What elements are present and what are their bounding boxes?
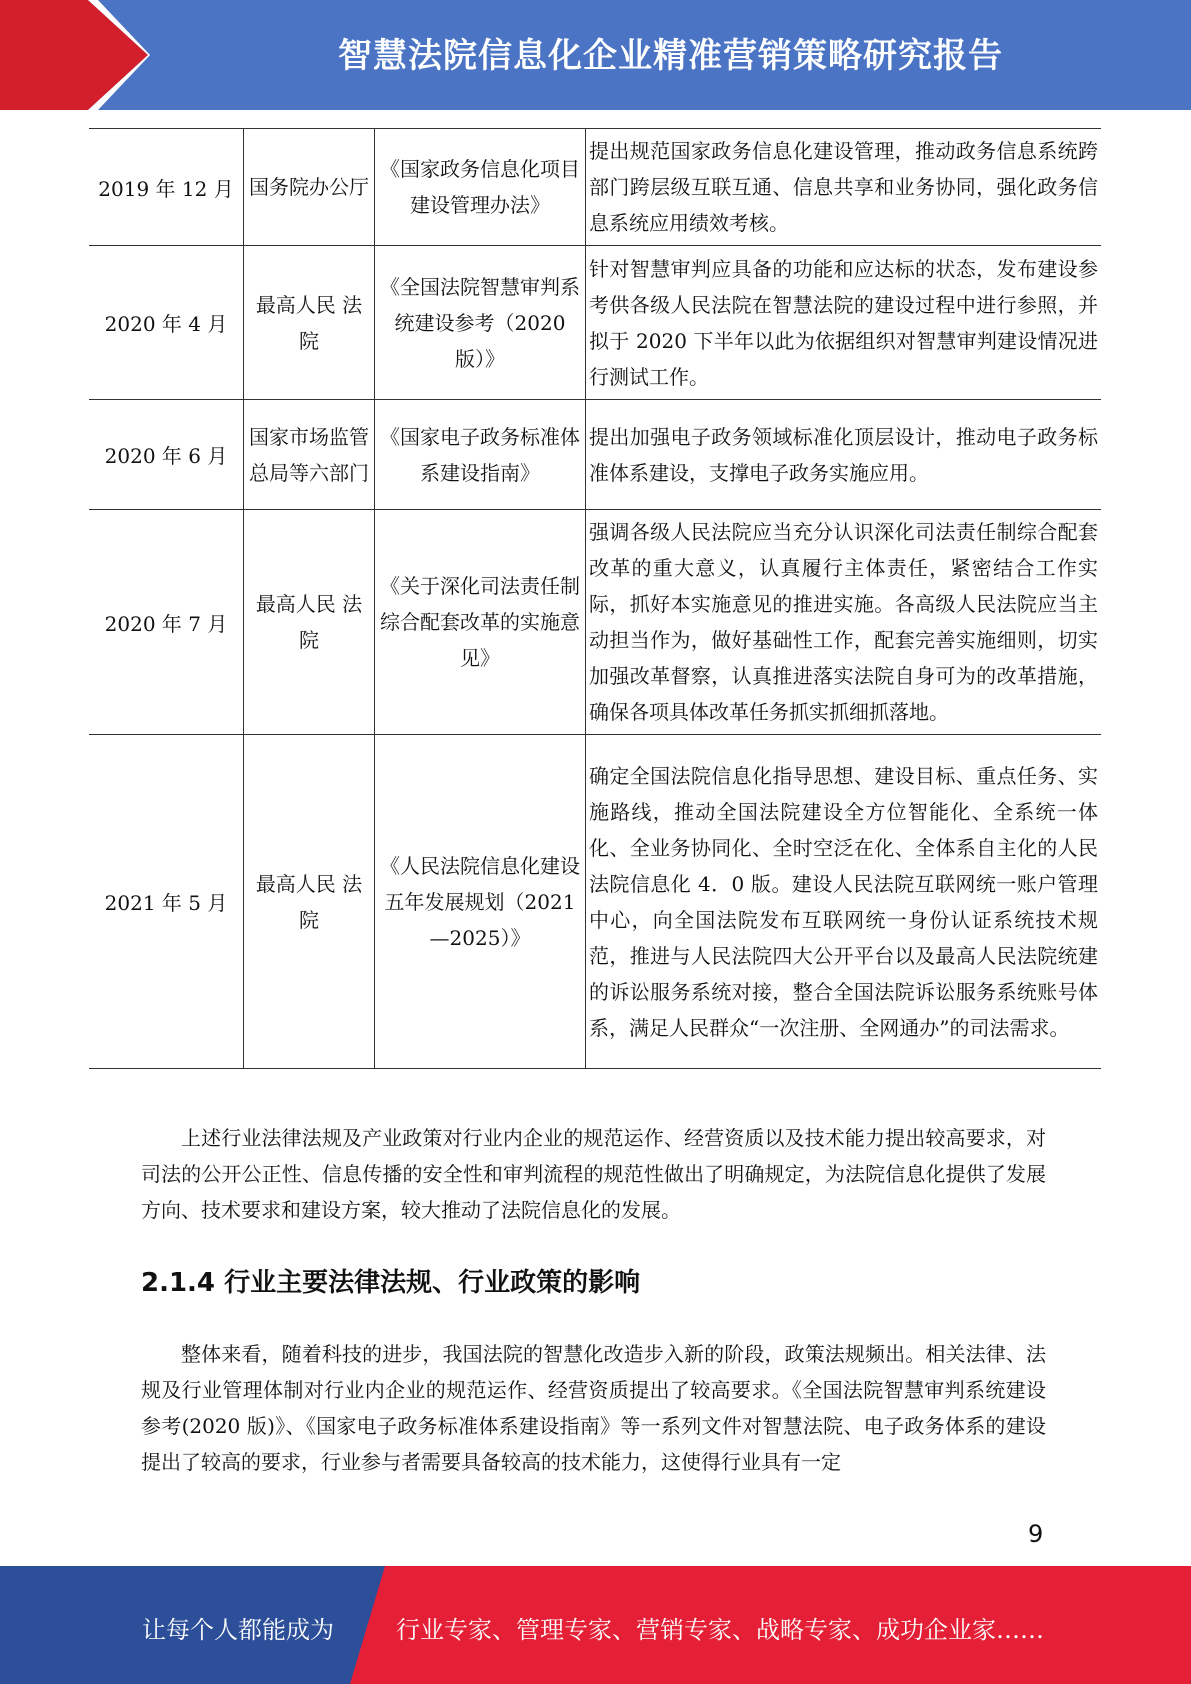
description-cell: 提出加强电子政务领域标准化顶层设计，推动电子政务标准体系建设，支撑电子政务实施应用。 — [586, 400, 1102, 510]
page-footer — [0, 1566, 1191, 1684]
date-cell: 2020 年 4 月 — [89, 246, 244, 400]
document-cell: 《人民法院信息化建设五年发展规划（2021—2025）》 — [375, 735, 586, 1069]
document-cell: 《全国法院智慧审判系统建设参考（2020 版）》 — [375, 246, 586, 400]
table-row — [89, 735, 1101, 1069]
table-row — [89, 400, 1101, 510]
org-cell: 国务院办公厅 — [244, 129, 375, 246]
body-paragraph: 上述行业法律法规及产业政策对行业内企业的规范运作、经营资质以及技术能力提出较高要求，对司法的公开公正性、信息传播的安全性和审判流程的规范性做出了明确规定，为法院信息化提供了发展方向、技术要求和建设方案，较大推动了法院信息化的发展。 — [141, 1126, 1046, 1222]
date-cell: 2021 年 5 月 — [89, 735, 244, 1069]
report-title: 智慧法院信息化企业精准营销策略研究报告 — [338, 36, 1003, 76]
org-cell: 最高人民 法院 — [244, 510, 375, 735]
org-cell: 最高人民 法院 — [244, 246, 375, 400]
body-paragraph: 整体来看，随着科技的进步，我国法院的智慧化改造步入新的阶段，政策法规频出。相关法律、法规及行业管理体制对行业内企业的规范运作、经营资质提出了较高要求。《全国法院智慧审判系统建设参考(2020 版)》、《国家电子政务标准体系建设指南》等一系列文件对智慧法院、电子政务体系的建设提出了较高的要求，行业参与者需要具备较高的技术能力，这使得行业具有一定 — [141, 1342, 1046, 1474]
document-cell: 《关于深化司法责任制综合配套改革的实施意见》 — [375, 510, 586, 735]
description-cell: 针对智慧审判应具备的功能和应达标的状态，发布建设参考供各级人民法院在智慧法院的建设过程中进行参照，并拟于 2020 下半年以此为依据组织对智慧审判建设情况进行测试工作。 — [586, 246, 1102, 400]
document-cell: 《国家政务信息化项目建设管理办法》 — [375, 129, 586, 246]
page-number: 9 — [1028, 1520, 1044, 1548]
org-cell: 最高人民 法院 — [244, 735, 375, 1069]
section-heading: 2.1.4 行业主要法律法规、行业政策的影响 — [141, 1268, 641, 1298]
page-header — [0, 0, 1191, 110]
description-cell: 强调各级人民法院应当充分认识深化司法责任制综合配套改革的重大意义，认真履行主体责任，紧密结合工作实际，抓好本实施意见的推进实施。各高级人民法院应当主动担当作为，做好基础性工作，配套完善实施细则，切实加强改革督察，认真推进落实法院自身可为的改革措施，确保各项具体改革任务抓实抓细抓落地。 — [586, 510, 1102, 735]
description-cell: 提出规范国家政务信息化建设管理，推动政务信息系统跨部门跨层级互联互通、信息共享和业务协同，强化政务信息系统应用绩效考核。 — [586, 129, 1102, 246]
org-cell: 国家市场监管总局等六部门 — [244, 400, 375, 510]
footer-tagline: 行业专家、管理专家、营销专家、战略专家、成功企业家…… — [396, 1616, 1044, 1644]
document-cell: 《国家电子政务标准体系建设指南》 — [375, 400, 586, 510]
table-row — [89, 510, 1101, 735]
date-cell: 2020 年 7 月 — [89, 510, 244, 735]
red-chevron-decoration — [0, 0, 150, 110]
description-cell: 确定全国法院信息化指导思想、建设目标、重点任务、实施路线，推动全国法院建设全方位智能化、全系统一体化、全业务协同化、全时空泛在化、全体系自主化的人民法院信息化 4．0 版。建设人民法院互联网统一账户管理中心，向全国法院发布互联网统一身份认证系统技术规范，推进与人民法院四大公开平台以及最高人民法院统建的诉讼服务系统对接，整合全国法院诉讼服务系统账号体系，满足人民群众“一次注册、全网通办”的司法需求。 — [586, 735, 1102, 1069]
table-row — [89, 246, 1101, 400]
table-row — [89, 129, 1101, 246]
date-cell: 2020 年 6 月 — [89, 400, 244, 510]
date-cell: 2019 年 12 月 — [89, 129, 244, 246]
policy-table — [89, 128, 1101, 1069]
footer-lead-text: 让每个人都能成为 — [142, 1616, 334, 1644]
